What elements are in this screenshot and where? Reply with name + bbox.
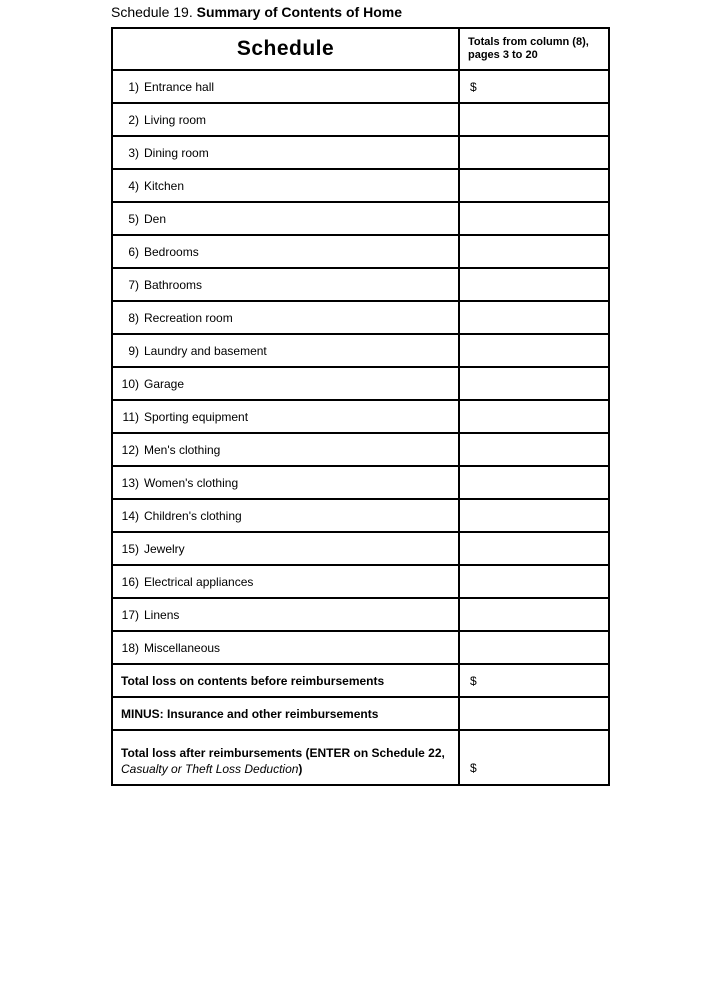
row-label: Entrance hall: [144, 79, 215, 94]
row-label-cell: [113, 632, 460, 663]
row-label-cell: [113, 467, 460, 498]
row-number: 9): [128, 343, 139, 358]
table-row: [113, 102, 608, 135]
total-after-label-part2: ): [298, 762, 303, 776]
minus-label: MINUS: Insurance and other reimbursements: [121, 706, 379, 721]
row-value-cell: [460, 566, 608, 597]
row-number: 14): [121, 508, 139, 523]
total-before-row: [113, 663, 608, 696]
table-row: [113, 201, 608, 234]
table-row: [113, 531, 608, 564]
row-value-cell: [460, 599, 608, 630]
table-row: [113, 135, 608, 168]
row-value-cell: [460, 401, 608, 432]
row-label-cell: [113, 203, 460, 234]
table-row: [113, 267, 608, 300]
row-number: 7): [128, 277, 139, 292]
row-label: Bedrooms: [144, 244, 199, 259]
row-value-cell: [460, 434, 608, 465]
row-number: 3): [128, 145, 139, 160]
header-schedule-label: Schedule: [236, 37, 335, 60]
row-label: Children's clothing: [144, 508, 242, 523]
table-row: [113, 597, 608, 630]
row-label: Garage: [144, 376, 185, 391]
row-value-cell: [460, 203, 608, 234]
table-row: [113, 168, 608, 201]
row-label-cell: [113, 401, 460, 432]
total-after-label-part1: Total loss after reimbursements (ENTER on Schedule 22,: [121, 746, 445, 760]
row-value-cell: [460, 632, 608, 663]
row-number: 12): [121, 442, 139, 457]
row-value-cell: [460, 71, 608, 102]
row-label-cell: [113, 71, 460, 102]
table-row: [113, 432, 608, 465]
row-label: Living room: [144, 112, 207, 127]
table-row: [113, 69, 608, 102]
row-label-cell: [113, 170, 460, 201]
row-label: Recreation room: [144, 310, 233, 325]
row-label-cell: [113, 566, 460, 597]
row-number: 17): [121, 607, 139, 622]
row-number: 18): [121, 640, 139, 655]
row-number: 8): [128, 310, 139, 325]
row-value-cell: [460, 269, 608, 300]
row-label-cell: [113, 368, 460, 399]
row-label-cell: [113, 533, 460, 564]
minus-label-cell: [113, 698, 460, 729]
row-label: Electrical appliances: [144, 574, 254, 589]
row-number: 13): [121, 475, 139, 490]
row-label: Linens: [144, 607, 180, 622]
row-label-cell: [113, 599, 460, 630]
row-number: 10): [121, 376, 139, 391]
row-number: 5): [128, 211, 139, 226]
row-label-cell: [113, 302, 460, 333]
row-label: Kitchen: [144, 178, 185, 193]
row-value-cell: [460, 335, 608, 366]
total-before-label-cell: [113, 665, 460, 696]
total-after-label-cell: [113, 731, 460, 784]
row-value-cell: [460, 137, 608, 168]
row-value-cell: [460, 467, 608, 498]
total-before-value-cell: [460, 665, 608, 696]
header-totals-cell: [460, 29, 608, 69]
summary-table: [111, 27, 610, 786]
table-row: [113, 234, 608, 267]
table-row: [113, 333, 608, 366]
header-schedule-cell: [113, 29, 460, 69]
table-row: [113, 465, 608, 498]
total-before-label: Total loss on contents before reimbursements: [121, 673, 385, 688]
table-row: [113, 498, 608, 531]
total-after-label: [121, 745, 458, 777]
row-value-cell: [460, 170, 608, 201]
row-label-cell: [113, 137, 460, 168]
row-label: Men's clothing: [144, 442, 221, 457]
total-before-dollar-sign: $: [470, 673, 477, 688]
page-title-prefix: Schedule 19.: [111, 4, 197, 20]
table-row: [113, 630, 608, 663]
row-label-cell: [113, 104, 460, 135]
table-row: [113, 300, 608, 333]
row-label-cell: [113, 236, 460, 267]
row-label: Bathrooms: [144, 277, 203, 292]
row-label: Miscellaneous: [144, 640, 221, 655]
table-body: [113, 69, 608, 663]
row-number: 15): [121, 541, 139, 556]
row-value-cell: [460, 302, 608, 333]
row-value-cell: [460, 368, 608, 399]
table-header-row: [113, 29, 608, 69]
header-totals-label: Totals from column (8), pages 3 to 20: [468, 36, 589, 61]
row-label-cell: [113, 434, 460, 465]
row-number: 16): [121, 574, 139, 589]
row-label-cell: [113, 335, 460, 366]
row-number: 4): [128, 178, 139, 193]
row-label-cell: [113, 269, 460, 300]
row-label: Jewelry: [144, 541, 185, 556]
total-after-value-cell: [460, 731, 608, 784]
minus-reimbursements-row: [113, 696, 608, 729]
minus-value-cell: [460, 698, 608, 729]
row-value-cell: [460, 236, 608, 267]
row-label: Dining room: [144, 145, 209, 160]
row-label: Sporting equipment: [144, 409, 249, 424]
total-after-row: [113, 729, 608, 784]
row-label-cell: [113, 500, 460, 531]
row-number: 6): [128, 244, 139, 259]
page-title-emphasis: Summary of Contents of Home: [196, 4, 402, 20]
table-row: [113, 399, 608, 432]
table-row: [113, 564, 608, 597]
row-value-cell: [460, 104, 608, 135]
row-value-cell: [460, 500, 608, 531]
row-number: 1): [128, 79, 139, 94]
total-after-dollar-sign: $: [470, 761, 477, 775]
row-label: Women's clothing: [144, 475, 239, 490]
row-label: Laundry and basement: [144, 343, 267, 358]
table-row: [113, 366, 608, 399]
row-number: 2): [128, 112, 139, 127]
row-value-cell: [460, 533, 608, 564]
row-value: $: [470, 79, 477, 94]
row-number: 11): [122, 409, 139, 424]
page-title: [111, 4, 402, 20]
row-label: Den: [144, 211, 167, 226]
total-after-label-italic: Casualty or Theft Loss Deduction: [121, 762, 299, 776]
